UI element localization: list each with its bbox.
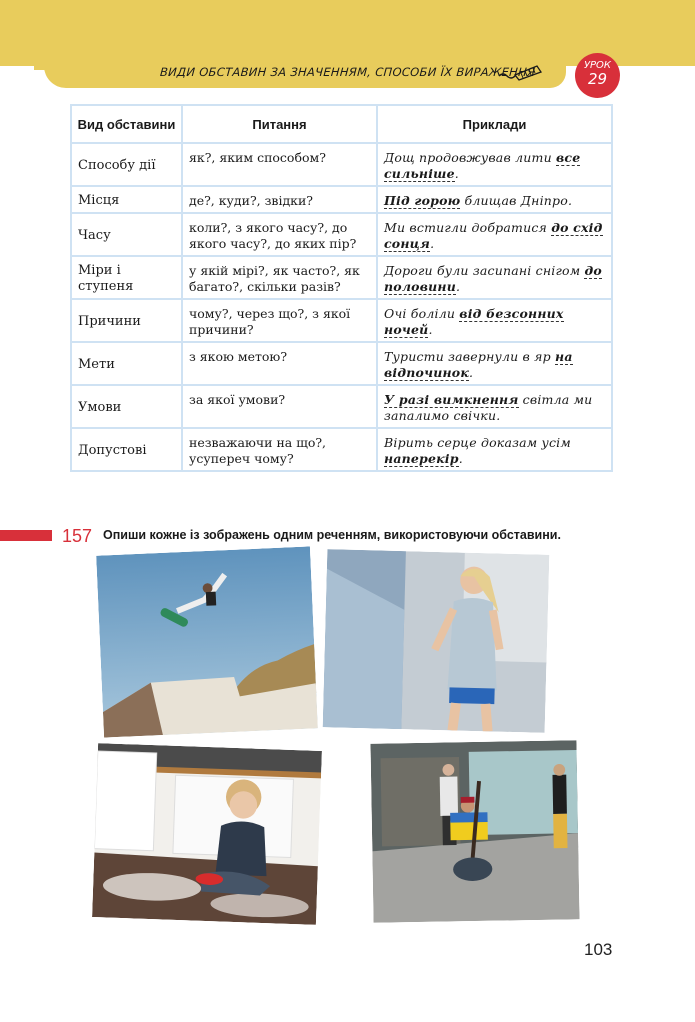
question-cell: у якій мірі?, як часто?, як багато?, скільки разів? (182, 256, 377, 299)
example-text: Дороги були засипані снігом (384, 263, 585, 278)
kind-cell: Умови (71, 385, 182, 428)
example-text: світла ми запалимо свічки. (384, 392, 593, 423)
question-cell: незважаючи на що?, усупереч чому? (182, 428, 377, 471)
task-instruction: Опиши кожне із зображень одним реченням, використовуючи обставини. (103, 528, 561, 542)
example-cell (377, 186, 612, 213)
table-header-row (71, 105, 612, 143)
adverbial-highlight: все сильніше (384, 150, 581, 181)
task-marker-bar (0, 530, 52, 541)
pencil-icon (497, 63, 545, 81)
question-cell: де?, куди?, звідки? (182, 186, 377, 213)
table-row (71, 143, 612, 186)
table-row (71, 256, 612, 299)
example-cell (377, 299, 612, 342)
example-cell (377, 143, 612, 186)
example-text: Дощ продовжував лити (384, 150, 556, 165)
lesson-badge-label: УРОК (583, 60, 612, 71)
example-text: Вірить серце доказам усім (384, 435, 571, 450)
kind-cell: Способу дії (71, 143, 182, 186)
question-cell: чому?, через що?, з якої причини? (182, 299, 377, 342)
skateboarder-photo (94, 544, 320, 739)
page-number: 103 (584, 940, 613, 959)
runner-photo (321, 547, 552, 735)
adverbial-types-table (70, 104, 613, 472)
example-cell (377, 428, 612, 471)
question-cell: як?, яким способом? (182, 143, 377, 186)
table-row (71, 342, 612, 385)
table-row (71, 213, 612, 256)
example-text: блищав Дніпро. (460, 193, 573, 208)
adverbial-highlight: наперекір (384, 451, 459, 466)
task-number: 157 (62, 526, 93, 546)
example-text: . (430, 236, 435, 251)
kind-cell: Міри і ступеня (71, 256, 182, 299)
kind-cell: Причини (71, 299, 182, 342)
column-header: Вид обставини (71, 105, 182, 143)
column-header: Приклади (377, 105, 612, 143)
adverbial-highlight: до схід сонця (384, 220, 603, 251)
example-text: Ми встигли добратися (384, 220, 552, 235)
example-text: Очі боліли (384, 306, 460, 321)
example-cell (377, 342, 612, 385)
lesson-title: ВИДИ ОБСТАВИН ЗА ЗНАЧЕННЯМ, СПОСОБИ ЇХ ВИРАЖЕННЯ (159, 65, 536, 79)
kind-cell: Мети (71, 342, 182, 385)
example-text: . (428, 322, 433, 337)
table-row (71, 299, 612, 342)
kind-cell: Часу (71, 213, 182, 256)
example-cell (377, 385, 612, 428)
question-cell: за якої умови? (182, 385, 377, 428)
column-header: Питання (182, 105, 377, 143)
example-text: . (469, 365, 474, 380)
table-row (71, 186, 612, 213)
question-cell: коли?, з якого часу?, до якого часу?, до яких пір? (182, 213, 377, 256)
example-text: . (454, 166, 459, 181)
adverbial-highlight: Під горою (384, 193, 461, 208)
example-text: . (458, 451, 463, 466)
adverbial-highlight: на відпочинок (384, 349, 573, 380)
example-cell (377, 256, 612, 299)
kind-cell: Місця (71, 186, 182, 213)
table-row (71, 385, 612, 428)
example-text: . (456, 279, 461, 294)
child-flour-photo (90, 741, 324, 927)
adverbial-highlight: У разі вимкнення (384, 392, 519, 407)
kind-cell: Допустові (71, 428, 182, 471)
adverbial-highlight: від безсонних ночей (384, 306, 564, 337)
question-cell: з якою метою? (182, 342, 377, 385)
adverbial-highlight: до половини (384, 263, 602, 294)
example-text: Туристи завернули в яр (384, 349, 556, 364)
example-cell (377, 213, 612, 256)
lesson-badge (575, 53, 620, 98)
lesson-badge-number: 29 (587, 70, 608, 88)
street-musician-photo (368, 738, 581, 925)
table-row (71, 428, 612, 471)
